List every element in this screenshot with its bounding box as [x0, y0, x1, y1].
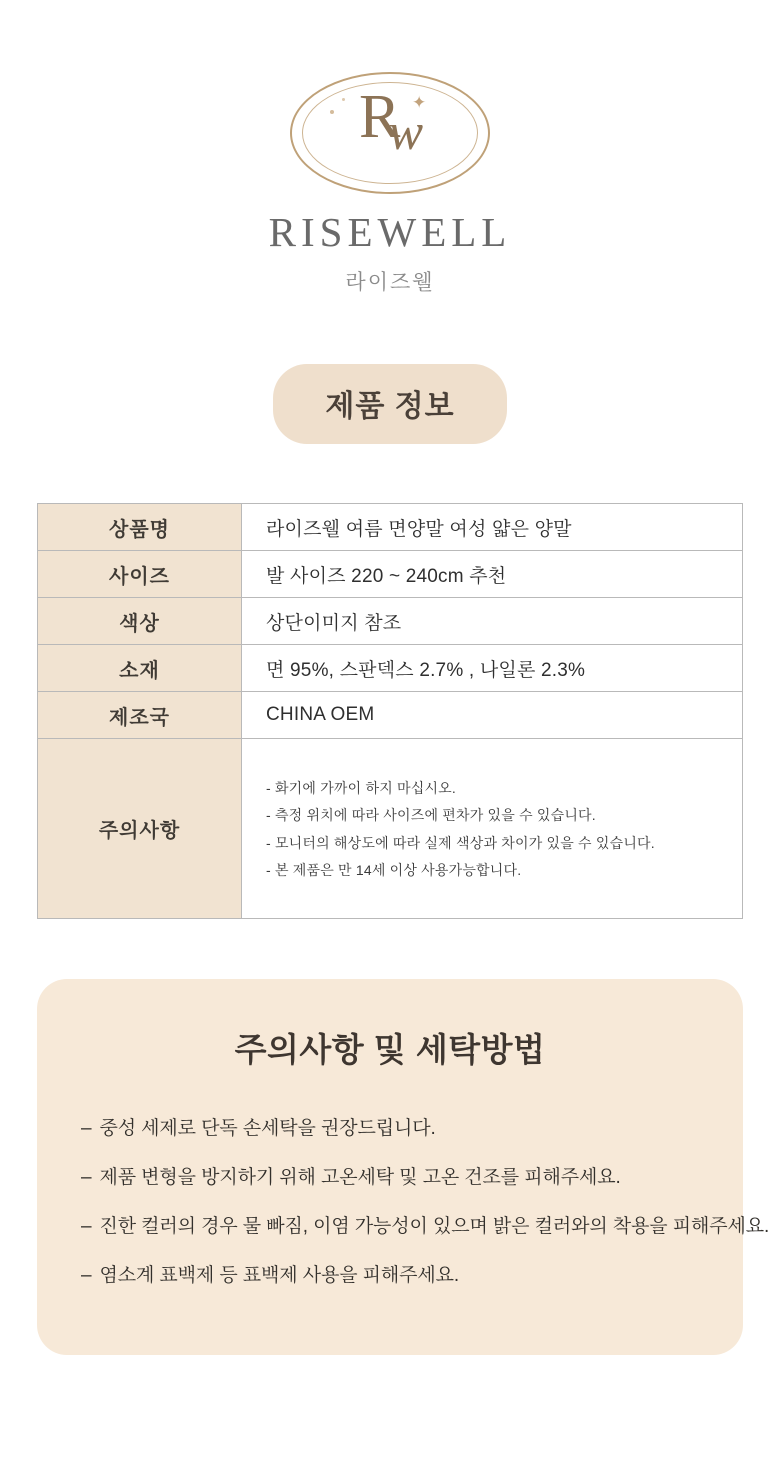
table-row [38, 739, 743, 919]
dash-marker: – [81, 1167, 92, 1188]
list-item [81, 1119, 743, 1168]
spec-table-wrapper [37, 503, 743, 919]
table-row [38, 504, 743, 551]
dash-marker: – [81, 1118, 92, 1139]
care-item-text: 제품 변형을 방지하기 위해 고온세탁 및 고온 건조를 피해주세요. [99, 1167, 621, 1188]
list-item [81, 1216, 770, 1266]
spec-table [37, 503, 743, 919]
table-row [38, 645, 743, 692]
list-item [81, 1168, 743, 1217]
spec-value-color: 상단이미지 참조 [242, 598, 743, 645]
care-title: 주의사항 및 세탁방법 [234, 1031, 546, 1068]
care-list [37, 1118, 770, 1286]
spec-label-size: 사이즈 [38, 551, 242, 598]
product-info-title: 제품 정보 [273, 364, 506, 444]
brand-name: RISEWELL [268, 209, 512, 255]
care-item-text: 중성 세제로 단독 손세탁을 권장드립니다. [99, 1118, 436, 1139]
product-info-heading [0, 364, 780, 444]
table-row [38, 692, 743, 739]
care-item-text: 염소계 표백제 등 표백제 사용을 피해주세요. [99, 1265, 460, 1286]
list-item: - 본 제품은 만 14세 이상 사용가능합니다. [266, 861, 522, 878]
spec-label-material: 소재 [38, 645, 242, 692]
logo-monogram [272, 83, 508, 161]
list-item: - 모니터의 해상도에 따라 실제 색상과 차이가 있을 수 있습니다. [266, 834, 655, 851]
logo-monogram-r: R [358, 83, 399, 151]
care-instructions-card [37, 979, 770, 1355]
sparkle-icon: ✦ [412, 93, 427, 112]
list-item: - 측정 위치에 따라 사이즈에 편차가 있을 수 있습니다. [266, 807, 596, 824]
dash-marker: – [81, 1265, 92, 1286]
spec-value-size: 발 사이즈 220 ~ 240cm 추천 [242, 551, 743, 598]
brand-logo [272, 58, 508, 206]
table-row [38, 551, 743, 598]
spec-value-product-name: 라이즈웰 여름 면양말 여성 얇은 양말 [242, 504, 743, 551]
spec-label-product-name: 상품명 [38, 504, 242, 551]
spec-value-material: 면 95%, 스판덱스 2.7% , 나일론 2.3% [242, 645, 743, 692]
dash-marker: – [81, 1216, 92, 1237]
table-row [38, 598, 743, 645]
list-item: - 화기에 가까이 하지 마십시오. [266, 780, 456, 796]
logo-monogram-w: w [388, 104, 422, 161]
list-item [81, 1266, 743, 1285]
spec-label-origin: 제조국 [38, 692, 242, 739]
notice-list [266, 775, 742, 884]
brand-name-korean: 라이즈웰 [345, 271, 435, 294]
spec-label-color: 색상 [38, 598, 242, 645]
spec-value-origin: CHINA OEM [242, 692, 743, 739]
care-item-text: 진한 컬러의 경우 물 빠짐, 이염 가능성이 있으며 밝은 컬러와의 착용을 피해주세요. [99, 1216, 770, 1237]
spec-value-notice [242, 739, 743, 919]
spec-label-notice: 주의사항 [38, 739, 242, 919]
brand-header [0, 0, 780, 296]
